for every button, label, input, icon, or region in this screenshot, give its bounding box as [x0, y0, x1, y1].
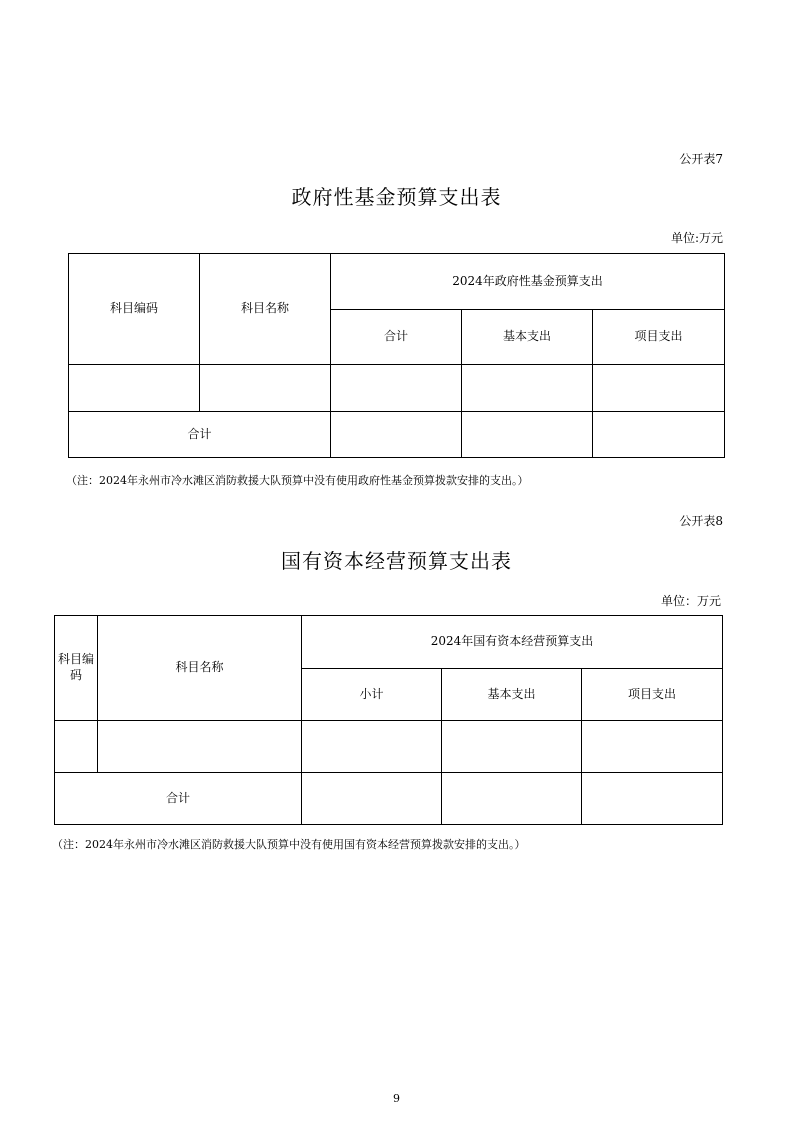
table2-header-code: 科目编码 [55, 616, 98, 721]
table1-total-label: 合计 [69, 412, 331, 458]
table2-cell [98, 721, 302, 773]
table2-grid [54, 615, 723, 825]
table2-total-row [55, 773, 723, 825]
table1-total-row [69, 412, 725, 458]
table2-total-label: 合计 [55, 773, 302, 825]
table2-data-row [55, 721, 723, 773]
table1-header-group: 2024年政府性基金预算支出 [331, 254, 725, 310]
table1-unit: 单位:万元 [670, 231, 723, 245]
table1-cell [593, 365, 725, 412]
table2-note: （注：2024年永州市冷水滩区消防救援大队预算中没有使用国有资本经营预算拨款安排的支出。） [52, 838, 526, 851]
table2-tag: 公开表8 [679, 514, 723, 528]
table2-header-group: 2024年国有资本经营预算支出 [302, 616, 723, 669]
table2-cell [302, 773, 442, 825]
table2-cell [582, 773, 723, 825]
table1-note: （注：2024年永州市冷水滩区消防救援大队预算中没有使用政府性基金预算拨款安排的支出。） [66, 474, 529, 487]
table2-header-name: 科目名称 [98, 616, 302, 721]
table2-cell [55, 721, 98, 773]
table1-cell [462, 412, 593, 458]
table1-cell [69, 365, 200, 412]
table2-header-project: 项目支出 [582, 669, 723, 721]
table2-unit: 单位：万元 [660, 594, 721, 608]
table1-cell [331, 365, 462, 412]
table1-cell [462, 365, 593, 412]
table1-header-basic: 基本支出 [462, 310, 593, 365]
table1-header-project: 项目支出 [593, 310, 725, 365]
page-number: 9 [393, 1092, 400, 1105]
table1-data-row [69, 365, 725, 412]
table2-cell [302, 721, 442, 773]
table2-header-basic: 基本支出 [442, 669, 582, 721]
table1-header-name: 科目名称 [200, 254, 331, 365]
table1-tag: 公开表7 [679, 152, 723, 166]
table1-grid [68, 253, 725, 458]
table1-cell [593, 412, 725, 458]
table2-header-total: 小计 [302, 669, 442, 721]
table2-cell [442, 773, 582, 825]
table1-cell [331, 412, 462, 458]
table2-cell [442, 721, 582, 773]
table1-cell [200, 365, 331, 412]
table1-title: 政府性基金预算支出表 [291, 185, 502, 209]
table2-title: 国有资本经营预算支出表 [281, 549, 512, 573]
table1-header-total: 合计 [331, 310, 462, 365]
table1-header-code: 科目编码 [69, 254, 200, 365]
table2-cell [582, 721, 723, 773]
